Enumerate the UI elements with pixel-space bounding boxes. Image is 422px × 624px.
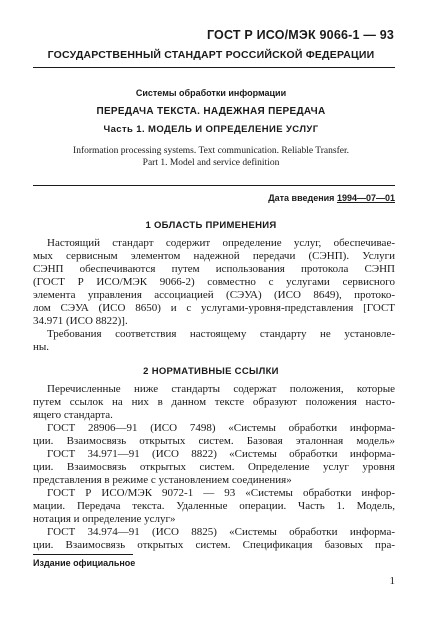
text-line: Настоящий стандарт содержит определение услуг, обеспечивае- — [47, 237, 395, 249]
text-line: ГОСТ 34.974—91 (ИСО 8825) «Системы обработки информа- — [47, 526, 395, 538]
text-line: ящего стандарта. — [33, 409, 113, 421]
text-line: Требования соответствия настоящему стандарту не установле- — [47, 328, 395, 340]
text-line: ции. Взаимосвязь открытых систем. Определение услуг уровня — [33, 461, 395, 473]
official-edition-note: Издание официальное — [33, 558, 136, 568]
date-label: Дата введения — [268, 193, 335, 203]
text-line: ГОСТ 28906—91 (ИСО 7498) «Системы обработки информа- — [47, 422, 395, 434]
organization-title: ГОСУДАРСТВЕННЫЙ СТАНДАРТ РОССИЙСКОЙ ФЕДЕРАЦИИ — [47, 49, 375, 61]
text-line: путем ссылок на них в данном тексте образуют положения насто- — [33, 396, 395, 408]
section-heading: 1 ОБЛАСТЬ ПРИМЕНЕНИЯ — [145, 220, 277, 231]
text-line: ГОСТ Р ИСО/МЭК 9072-1 — 93 «Системы обработки инфор- — [47, 487, 395, 499]
text-line: СЭНП обеспечиваются путем использования протокола СЭНП — [33, 263, 395, 275]
footer-divider — [33, 554, 133, 555]
text-line: элемента управления ассоциацией (СЭУА) (ИСО 8649), протоко- — [33, 289, 395, 301]
date-value: 1994—07—01 — [336, 193, 395, 203]
text-line: ции. Взаимосвязь открытых систем. Базовая эталонная модель» — [33, 435, 395, 447]
text-line: мых сервисным элементом надежной передачи (СЭНП). Услуги — [33, 250, 395, 262]
text-line: лом СЭУА (ИСО 8650) и с услугами-уровня-представления [ГОСТ — [33, 302, 395, 314]
text-line: (ГОСТ Р ИСО/МЭК 9066-2) совместно с услугами сервисного — [33, 276, 395, 288]
text-line: 34.971 (ИСО 8822)]. — [33, 315, 128, 327]
document-title: ПЕРЕДАЧА ТЕКСТА. НАДЕЖНАЯ ПЕРЕДАЧА — [96, 106, 326, 117]
page-number: 1 — [389, 575, 395, 587]
text-line: ГОСТ 34.971—91 (ИСО 8822) «Системы обработки информа- — [47, 448, 395, 460]
section-heading: 2 НОРМАТИВНЫЕ ССЫЛКИ — [143, 366, 279, 377]
text-line: Перечисленные ниже стандарты содержат положения, которые — [47, 383, 395, 395]
standard-header: ГОСТ Р ИСО/МЭК 9066-1 — 93 — [206, 28, 394, 42]
text-line: мации. Передача текста. Удаленные операции. Часть 1. Модель, — [33, 500, 395, 512]
english-title-line: Information processing systems. Text communication. Reliable Transfer. — [73, 146, 349, 156]
introduction-date — [268, 193, 395, 203]
title-divider — [33, 185, 395, 186]
text-line: представления в режиме с установлением соединения» — [33, 474, 292, 486]
english-title-line: Part 1. Model and service definition — [142, 158, 280, 168]
text-line: нотация и определение услуг» — [33, 513, 176, 525]
part-title: Часть 1. МОДЕЛЬ И ОПРЕДЕЛЕНИЕ УСЛУГ — [103, 124, 319, 135]
text-line: ны. — [33, 341, 50, 353]
header-divider — [33, 67, 395, 68]
text-line: ции. Взаимосвязь открытых систем. Спецификация базовых пра- — [33, 539, 395, 551]
series-title: Системы обработки информации — [135, 88, 287, 98]
